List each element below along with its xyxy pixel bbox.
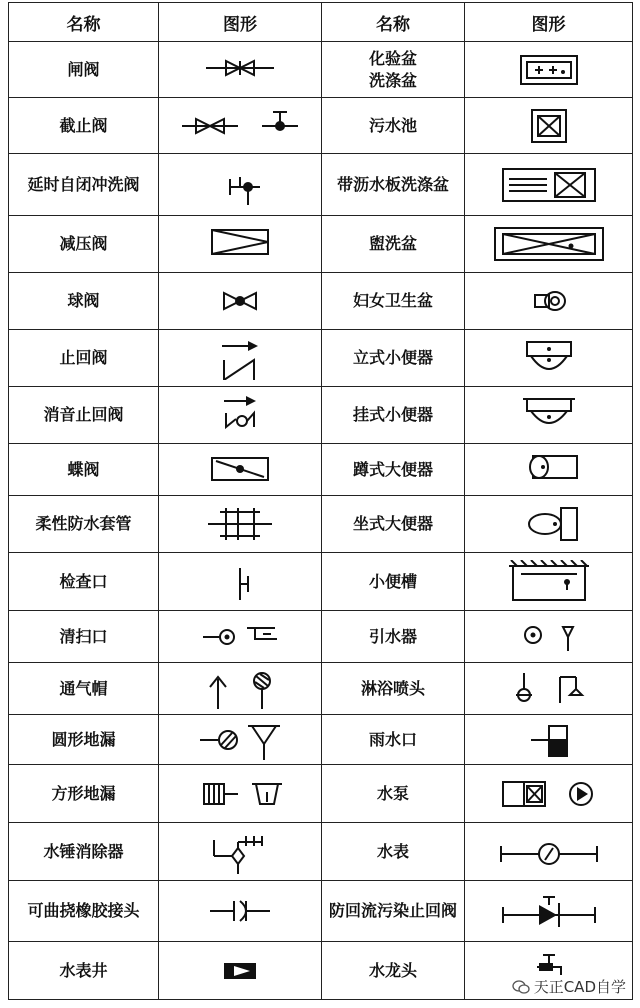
left-symbol-figure: [159, 444, 322, 496]
right-symbol-name: 化验盆 洗涤盆: [322, 42, 465, 98]
left-symbol-figure: [159, 611, 322, 663]
pressure-reducing-valve-icon: [200, 222, 280, 266]
round-floor-drain-icon: [196, 718, 284, 762]
watermark: [508, 975, 630, 998]
right-symbol-figure: [465, 496, 633, 553]
wechat-icon: [512, 980, 530, 994]
left-symbol-name: 延时自闭冲洗阀: [9, 154, 159, 216]
left-symbol-name: 球阀: [9, 273, 159, 330]
table-row: [9, 98, 633, 154]
flexible-sleeve-icon: [200, 502, 280, 546]
backflow-preventer-icon: [495, 889, 603, 933]
standing-urinal-icon: [509, 336, 589, 380]
right-symbol-name: 立式小便器: [322, 330, 465, 387]
left-symbol-figure: [159, 663, 322, 715]
right-symbol-name: 蹲式大便器: [322, 444, 465, 496]
left-symbol-name: 消音止回阀: [9, 387, 159, 444]
rubber-joint-icon: [200, 889, 280, 933]
left-symbol-name: 圆形地漏: [9, 715, 159, 765]
right-symbol-figure: [465, 611, 633, 663]
left-symbol-name: 通气帽: [9, 663, 159, 715]
right-symbol-figure: [465, 663, 633, 715]
right-symbol-name: 防回流污染止回阀: [322, 881, 465, 942]
right-symbol-figure: [465, 444, 633, 496]
right-symbol-figure: [465, 273, 633, 330]
left-symbol-figure: [159, 496, 322, 553]
right-symbol-name: 带沥水板洗涤盆: [322, 154, 465, 216]
header-row: [9, 3, 633, 42]
table-row: [9, 387, 633, 444]
left-symbol-name: 清扫口: [9, 611, 159, 663]
right-symbol-figure: [465, 42, 633, 98]
left-symbol-name: 闸阀: [9, 42, 159, 98]
table-row: [9, 154, 633, 216]
right-symbol-name: 妇女卫生盆: [322, 273, 465, 330]
right-symbol-name: 引水器: [322, 611, 465, 663]
table-row: [9, 553, 633, 611]
delay-flush-valve-icon: [200, 163, 280, 207]
left-symbol-figure: [159, 765, 322, 823]
right-symbol-figure: [465, 216, 633, 273]
ball-valve-icon: [200, 279, 280, 323]
table-row: [9, 881, 633, 942]
left-symbol-figure: [159, 154, 322, 216]
header-name-1: 名称: [9, 3, 159, 42]
watermark-text: 天正CAD自学: [533, 978, 626, 996]
right-symbol-name: 水泵: [322, 765, 465, 823]
left-symbol-figure: [159, 715, 322, 765]
left-symbol-figure: [159, 216, 322, 273]
right-symbol-figure: [465, 765, 633, 823]
left-symbol-name: 蝶阀: [9, 444, 159, 496]
header-name-2: 名称: [322, 3, 465, 42]
right-symbol-name: 坐式大便器: [322, 496, 465, 553]
left-symbol-figure: [159, 273, 322, 330]
left-symbol-name: 水表井: [9, 942, 159, 1000]
right-symbol-name: 水龙头: [322, 942, 465, 1000]
right-symbol-name: 小便槽: [322, 553, 465, 611]
symbol-legend-table: [8, 2, 633, 1000]
left-symbol-figure: [159, 42, 322, 98]
square-floor-drain-icon: [194, 772, 286, 816]
globe-valve-icon: [180, 104, 300, 148]
water-meter-icon: [495, 830, 603, 874]
left-symbol-name: 止回阀: [9, 330, 159, 387]
table-row: [9, 330, 633, 387]
right-symbol-figure: [465, 330, 633, 387]
right-symbol-name: 水表: [322, 823, 465, 881]
left-symbol-name: 截止阀: [9, 98, 159, 154]
meter-well-icon: [200, 949, 280, 993]
header-figure-2: 图形: [465, 3, 633, 42]
right-symbol-figure: [465, 553, 633, 611]
shower-head-icon: [504, 667, 594, 711]
gate-valve-icon: [200, 48, 280, 92]
bidet-icon: [509, 279, 589, 323]
check-valve-icon: [200, 336, 280, 380]
table-row: [9, 496, 633, 553]
left-symbol-figure: [159, 387, 322, 444]
right-symbol-name: 雨水口: [322, 715, 465, 765]
table-row: [9, 823, 633, 881]
right-symbol-figure: [465, 715, 633, 765]
urinal-trough-icon: [495, 560, 603, 604]
left-symbol-name: 方形地漏: [9, 765, 159, 823]
left-symbol-figure: [159, 553, 322, 611]
seat-toilet-icon: [509, 502, 589, 546]
water-diverter-icon: [509, 615, 589, 659]
right-symbol-figure: [465, 881, 633, 942]
left-symbol-figure: [159, 98, 322, 154]
wall-urinal-icon: [509, 393, 589, 437]
drainboard-sink-icon: [497, 163, 601, 207]
right-symbol-figure: [465, 823, 633, 881]
cleanout-icon: [197, 615, 283, 659]
right-symbol-name: 盥洗盆: [322, 216, 465, 273]
table-row: [9, 42, 633, 98]
lab-sink-icon: [511, 48, 587, 92]
squat-toilet-icon: [509, 448, 589, 492]
butterfly-valve-icon: [200, 448, 280, 492]
water-pump-icon: [499, 772, 599, 816]
right-symbol-name: 污水池: [322, 98, 465, 154]
left-symbol-name: 检查口: [9, 553, 159, 611]
right-symbol-figure: [465, 98, 633, 154]
left-symbol-figure: [159, 881, 322, 942]
left-symbol-figure: [159, 942, 322, 1000]
left-symbol-name: 柔性防水套管: [9, 496, 159, 553]
left-symbol-figure: [159, 330, 322, 387]
table-row: [9, 663, 633, 715]
table-row: [9, 715, 633, 765]
left-symbol-name: 可曲挠橡胶接头: [9, 881, 159, 942]
sewage-pool-icon: [514, 104, 584, 148]
header-figure-1: 图形: [159, 3, 322, 42]
inspection-port-icon: [200, 560, 280, 604]
right-symbol-name: 淋浴喷头: [322, 663, 465, 715]
left-symbol-figure: [159, 823, 322, 881]
right-symbol-figure: [465, 387, 633, 444]
water-hammer-arrestor-icon: [200, 830, 280, 874]
left-symbol-name: 减压阀: [9, 216, 159, 273]
table-row: [9, 216, 633, 273]
rain-inlet-icon: [511, 718, 587, 762]
right-symbol-figure: [465, 154, 633, 216]
table-row: [9, 611, 633, 663]
vent-cap-icon: [198, 667, 282, 711]
table-row: [9, 765, 633, 823]
table-row: [9, 273, 633, 330]
left-symbol-name: 水锤消除器: [9, 823, 159, 881]
table-row: [9, 444, 633, 496]
silent-check-valve-icon: [200, 393, 280, 437]
right-symbol-name: 挂式小便器: [322, 387, 465, 444]
washbasin-icon: [491, 222, 607, 266]
